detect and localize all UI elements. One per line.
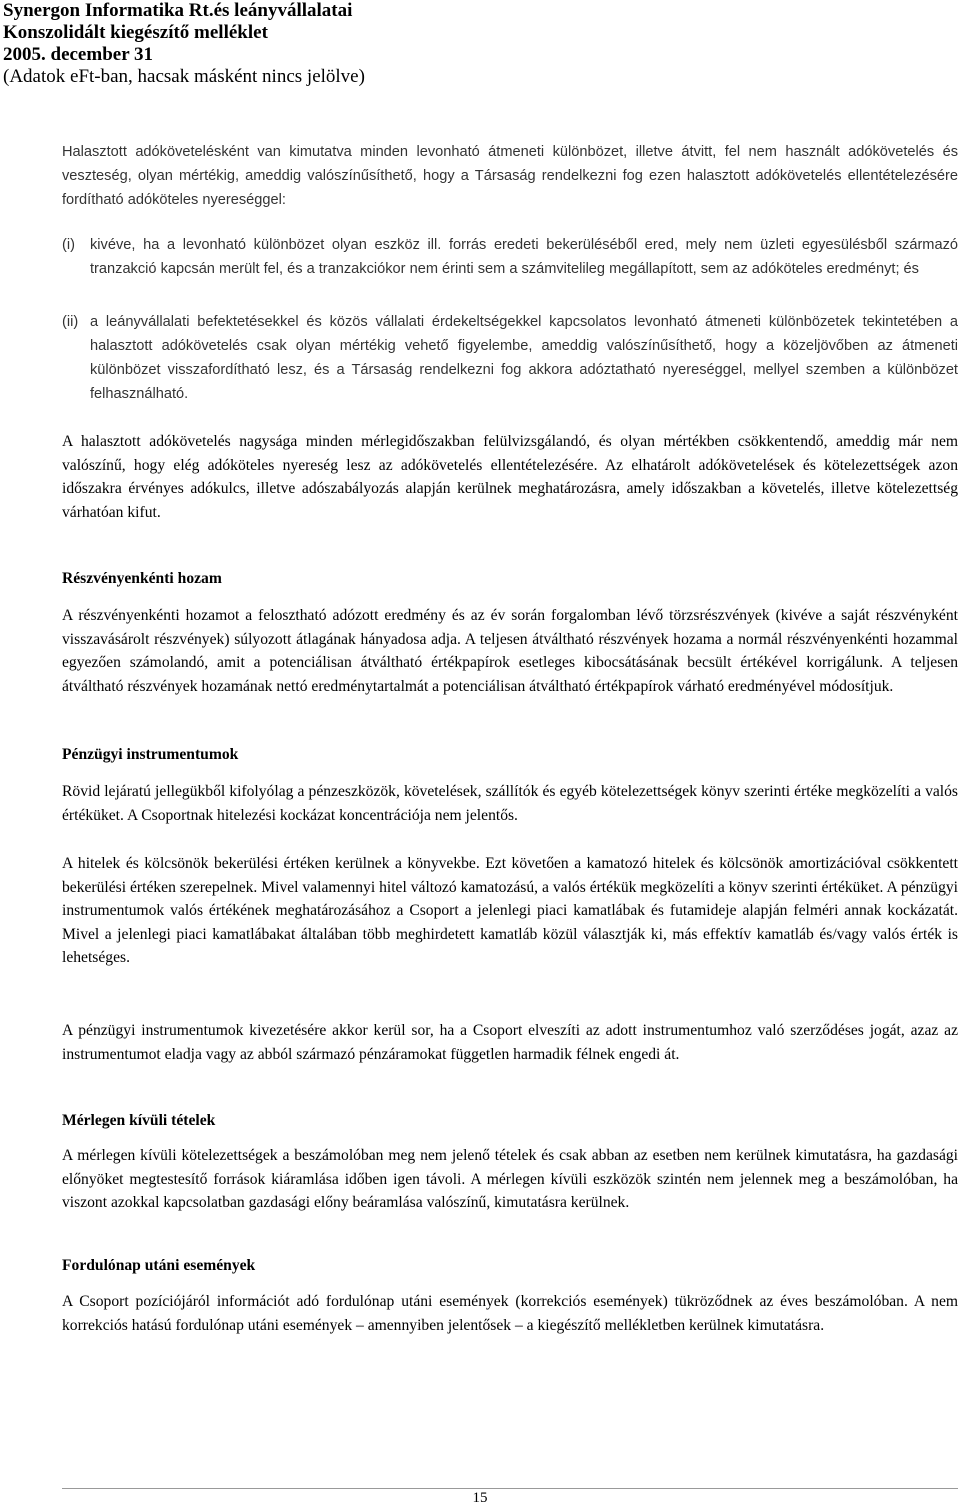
list-text-ii: a leányvállalati befektetésekkel és közös vállalati érdekeltségekkel kapcsolatos levonható átmeneti különbözetek tekintetében a halasztott adókövetelés csak olyan mértékig vehető figyelembe, ameddig valószínűsíthető, hogy a közeljövőben az átmeneti különbözet visszafordítható lesz, és a Társaság rendelkezni fog akkora adóztatható nyereséggel, mellyel szemben a különbözet felhasználható.: [90, 314, 958, 402]
footer-rule: [62, 1488, 958, 1489]
subsequent-events-paragraph-block: [62, 1290, 958, 1337]
fin-paragraph-2-block: [62, 852, 958, 970]
list-label-ii: (ii): [62, 314, 79, 330]
section-heading-off-balance: Mérlegen kívüli tételek: [62, 1112, 216, 1129]
list-item-ii: [62, 310, 958, 406]
fin-paragraph-2: A hitelek és kölcsönök bekerülési értéken kerülnek a könyvekbe. Ezt követően a kamatozó hitelek és kölcsönök amortizációval csökkentett bekerülési értéken szerepelnek. Mivel valamennyi hitel változó kamatozású, a valós értékük megközelíti a könyv szerinti értéküket. A pénzügyi instrumentumok valós értékének meghatározásához a Csoport a jelenlegi piaci kamatlábak és futamideje alapján felméri annak kockázatát. Mivel a jelenlegi piaci kamatlábakat általában több meghirdetett kamatláb közül választják ki, más effektív kamatláb és/vagy valós érték is lehetséges.: [62, 855, 958, 966]
list-item-i: [62, 233, 958, 281]
company-name: Synergon Informatika Rt.és leányvállalatai: [3, 0, 353, 21]
off-balance-paragraph: A mérlegen kívüli kötelezettségek a beszámolóban meg nem jelenő tételek és csak abban az esetben nem kerülnek kimutatásra, ha gazdasági előnyöket megtestesítő források kiáramlása időben igen távoli. A mérlegen kívüli eszközök szintén nem jelennek meg a beszámolóban, ha viszont azokkal kapcsolatban gazdasági előny beáramlása valószínű, kimutatásra kerülnek.: [62, 1147, 958, 1211]
fin-paragraph-1: Rövid lejáratú jellegükből kifolyólag a pénzeszközök, követelések, szállítók és egyéb kötelezettségek könyv szerinti értéke megközelíti a valós értéküket. A Csoportnak hitelezési kockázat koncentrációja nem jelentős.: [62, 783, 958, 824]
fin-paragraph-3-block: [62, 1019, 958, 1066]
intro-paragraph: Halasztott adókövetelésként van kimutatva minden levonható átmeneti különbözet, illetve átvitt, fel nem használt adókövetelés és veszteség, olyan mértékig, ameddig valószínűsíthető, hogy a Társaság rendelkezni fog ezen halasztott adókövetelés ellentételezésére fordítható adóköteles nyereséggel:: [62, 144, 958, 208]
document-title: Konszolidált kiegészítő melléklet: [3, 22, 268, 43]
subsequent-events-paragraph: A Csoport pozíciójáról információt adó fordulónap utáni események (korrekciós események) tükröződnek az éves beszámolóban. A nem korrekciós hatású fordulónap utáni események – amennyiben jelentősek – a kiegészítő mellékletben kerülnek kimutatásra.: [62, 1293, 958, 1334]
intro-paragraph-block: [62, 140, 958, 212]
list-text-i: kivéve, ha a levonható különbözet olyan eszköz ill. forrás eredeti bekerüléséből ered, mely nem üzleti egyesülésből származó tranzakció kapcsán merült fel, és a tranzakciókor nem érinti sem a számvitelileg megállapított, sem az adóköteles eredményt; és: [90, 237, 958, 277]
fin-paragraph-1-block: [62, 780, 958, 827]
units-note: (Adatok eFt-ban, hacsak másként nincs jelölve): [3, 66, 365, 87]
eps-paragraph-block: [62, 604, 958, 698]
report-date: 2005. december 31: [3, 44, 154, 65]
list-label-i: (i): [62, 237, 75, 253]
eps-paragraph: A részvényenkénti hozamot a felosztható adózott eredmény és az év során forgalomban lévő törzsrészvények (kivéve a saját részvényként visszavásárolt részvények) súlyozott átlagának hányadosa adja. A teljesen átváltható részvények hozama a normál részvényenkénti hozammal egyezően számolandó, amit a potenciálisan átváltható értékpapírok esetleges kibocsátásának becsült értékével korrigálunk. A teljesen átváltható részvények hozamának nettó eredménytartalmát a potenciálisan átváltható értékpapírok várható eredményével módosítjuk.: [62, 607, 958, 695]
section-heading-eps: Részvényenkénti hozam: [62, 570, 222, 587]
deferred-tax-paragraph: A halasztott adókövetelés nagysága minden mérlegidőszakban felülvizsgálandó, és olyan mértékben csökkentendő, ameddig már nem valószínű, hogy elég adóköteles nyereség lesz az adókövetelés ellentételezésére. Az elhatárolt adókövetelések és kötelezettségek azon időszakra érvényes adókulcs, illetve adószabályozás alapján kerülnek meghatározásra, amely időszakban a követelés, illetve kötelezettség várhatóan kifut.: [62, 433, 958, 521]
section-heading-subsequent-events: Fordulónap utáni események: [62, 1257, 256, 1274]
fin-paragraph-3: A pénzügyi instrumentumok kivezetésére akkor kerül sor, ha a Csoport elveszíti az adott instrumentumhoz való szerződéses jogát, azaz az instrumentumot eladja vagy az abból származó pénzáramokat független harmadik félnek engedi át.: [62, 1022, 958, 1063]
off-balance-paragraph-block: [62, 1144, 958, 1215]
document-header: [3, 0, 365, 88]
section-heading-financial-instruments: Pénzügyi instrumentumok: [62, 746, 239, 763]
page-number: 15: [472, 1490, 488, 1506]
deferred-tax-paragraph-block: [62, 430, 958, 524]
